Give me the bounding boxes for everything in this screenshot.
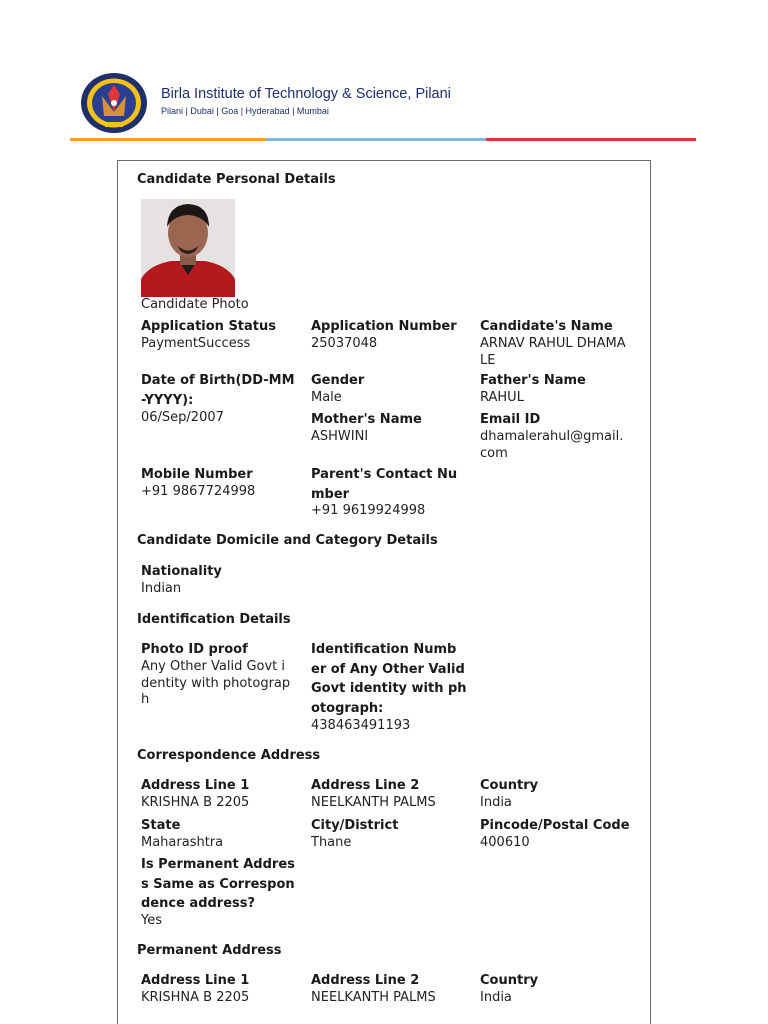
label-id-number-line4: otograph: <box>311 700 384 716</box>
value-corr-country: India <box>480 795 512 810</box>
label-mother-name: Mother's Name <box>311 412 422 427</box>
label-parent-contact <box>311 465 457 504</box>
label-father-name: Father's Name <box>480 373 586 388</box>
label-nationality: Nationality <box>141 564 222 579</box>
value-email-line1: dhamalerahul@gmail. <box>480 429 624 444</box>
label-application-number: Application Number <box>311 319 457 334</box>
header-band-orange <box>70 138 266 141</box>
label-id-number <box>311 640 467 718</box>
institute-name-text: Birla Institute of Technology & Science, <box>161 86 412 102</box>
value-candidate-name <box>480 336 626 369</box>
label-email: Email ID <box>480 412 541 427</box>
value-id-number: 438463491193 <box>311 718 411 733</box>
value-mobile: +91 9867724998 <box>141 484 256 499</box>
value-email-line2: com <box>480 445 508 461</box>
label-parent-contact-line1: Parent's Contact Nu <box>311 467 458 482</box>
section-title-correspondence: Correspondence Address <box>137 748 321 763</box>
value-father-name: RAHUL <box>480 390 524 405</box>
value-gender: Male <box>311 390 342 405</box>
candidate-photo <box>141 199 235 297</box>
value-corr-address1: KRISHNA B 2205 <box>141 795 250 810</box>
label-dob-line2: -YYYY): <box>141 392 194 408</box>
label-corr-address2: Address Line 2 <box>311 778 420 793</box>
value-photo-id-line3: h <box>141 692 150 707</box>
section-title-personal: Candidate Personal Details <box>137 172 336 187</box>
label-mobile: Mobile Number <box>141 467 253 482</box>
value-application-number: 25037048 <box>311 336 378 351</box>
label-same-as-line1: Is Permanent Addres <box>141 857 295 872</box>
label-perm-address1: Address Line 1 <box>141 973 250 988</box>
value-corr-address2: NEELKANTH PALMS <box>311 795 436 810</box>
value-corr-pincode: 400610 <box>480 835 530 850</box>
institute-city: Pilani <box>415 86 451 102</box>
label-gender: Gender <box>311 373 365 388</box>
label-id-number-line3: Govt identity with ph <box>311 681 467 696</box>
label-dob <box>141 371 295 410</box>
value-candidate-name-line1: ARNAV RAHUL DHAMA <box>480 336 626 351</box>
label-id-number-line1: Identification Numb <box>311 642 457 657</box>
label-parent-contact-line2: mber <box>311 486 350 502</box>
label-same-as-line3: dence address? <box>141 896 256 911</box>
value-parent-contact: +91 9619924998 <box>311 503 426 518</box>
label-corr-address1: Address Line 1 <box>141 778 250 793</box>
header-band-red <box>486 138 696 141</box>
label-corr-pincode: Pincode/Postal Code <box>480 818 630 833</box>
value-dob: 06/Sep/2007 <box>141 410 224 425</box>
section-title-identification: Identification Details <box>137 612 291 627</box>
value-photo-id <box>141 659 290 709</box>
institute-name <box>161 86 451 102</box>
value-application-status: PaymentSuccess <box>141 336 251 351</box>
label-application-status: Application Status <box>141 319 277 334</box>
label-candidate-name: Candidate's Name <box>480 319 613 334</box>
label-corr-country: Country <box>480 778 539 793</box>
institute-header <box>0 0 768 150</box>
header-band-blue <box>266 138 486 141</box>
value-email <box>480 429 623 462</box>
value-photo-id-line2: dentity with photograp <box>141 675 291 691</box>
label-same-as-line2: s Same as Correspon <box>141 876 295 892</box>
label-corr-city: City/District <box>311 818 399 833</box>
value-perm-country: India <box>480 990 512 1005</box>
candidate-photo-image <box>141 199 235 297</box>
label-id-number-line2: er of Any Other Valid <box>311 661 465 677</box>
value-same-as-correspondence: Yes <box>141 913 162 928</box>
label-perm-address2: Address Line 2 <box>311 973 420 988</box>
value-perm-address2: NEELKANTH PALMS <box>311 990 436 1005</box>
value-nationality: Indian <box>141 581 182 596</box>
section-title-domicile: Candidate Domicile and Category Details <box>137 533 438 548</box>
photo-caption: Candidate Photo <box>141 297 249 312</box>
label-same-as-correspondence <box>141 855 295 914</box>
label-photo-id: Photo ID proof <box>141 642 248 657</box>
value-mother-name: ASHWINI <box>311 429 369 444</box>
section-title-permanent: Permanent Address <box>137 943 282 958</box>
value-corr-state: Maharashtra <box>141 835 224 850</box>
label-perm-country: Country <box>480 973 539 988</box>
bits-logo-icon <box>80 72 148 134</box>
value-photo-id-line1: Any Other Valid Govt i <box>141 659 286 674</box>
label-corr-state: State <box>141 818 181 833</box>
campus-list: Pilani | Dubai | Goa | Hyderabad | Mumbai <box>161 106 329 116</box>
value-corr-city: Thane <box>311 835 352 850</box>
value-perm-address1: KRISHNA B 2205 <box>141 990 250 1005</box>
value-candidate-name-line2: LE <box>480 352 496 368</box>
label-dob-line1: Date of Birth(DD-MM <box>141 373 295 388</box>
